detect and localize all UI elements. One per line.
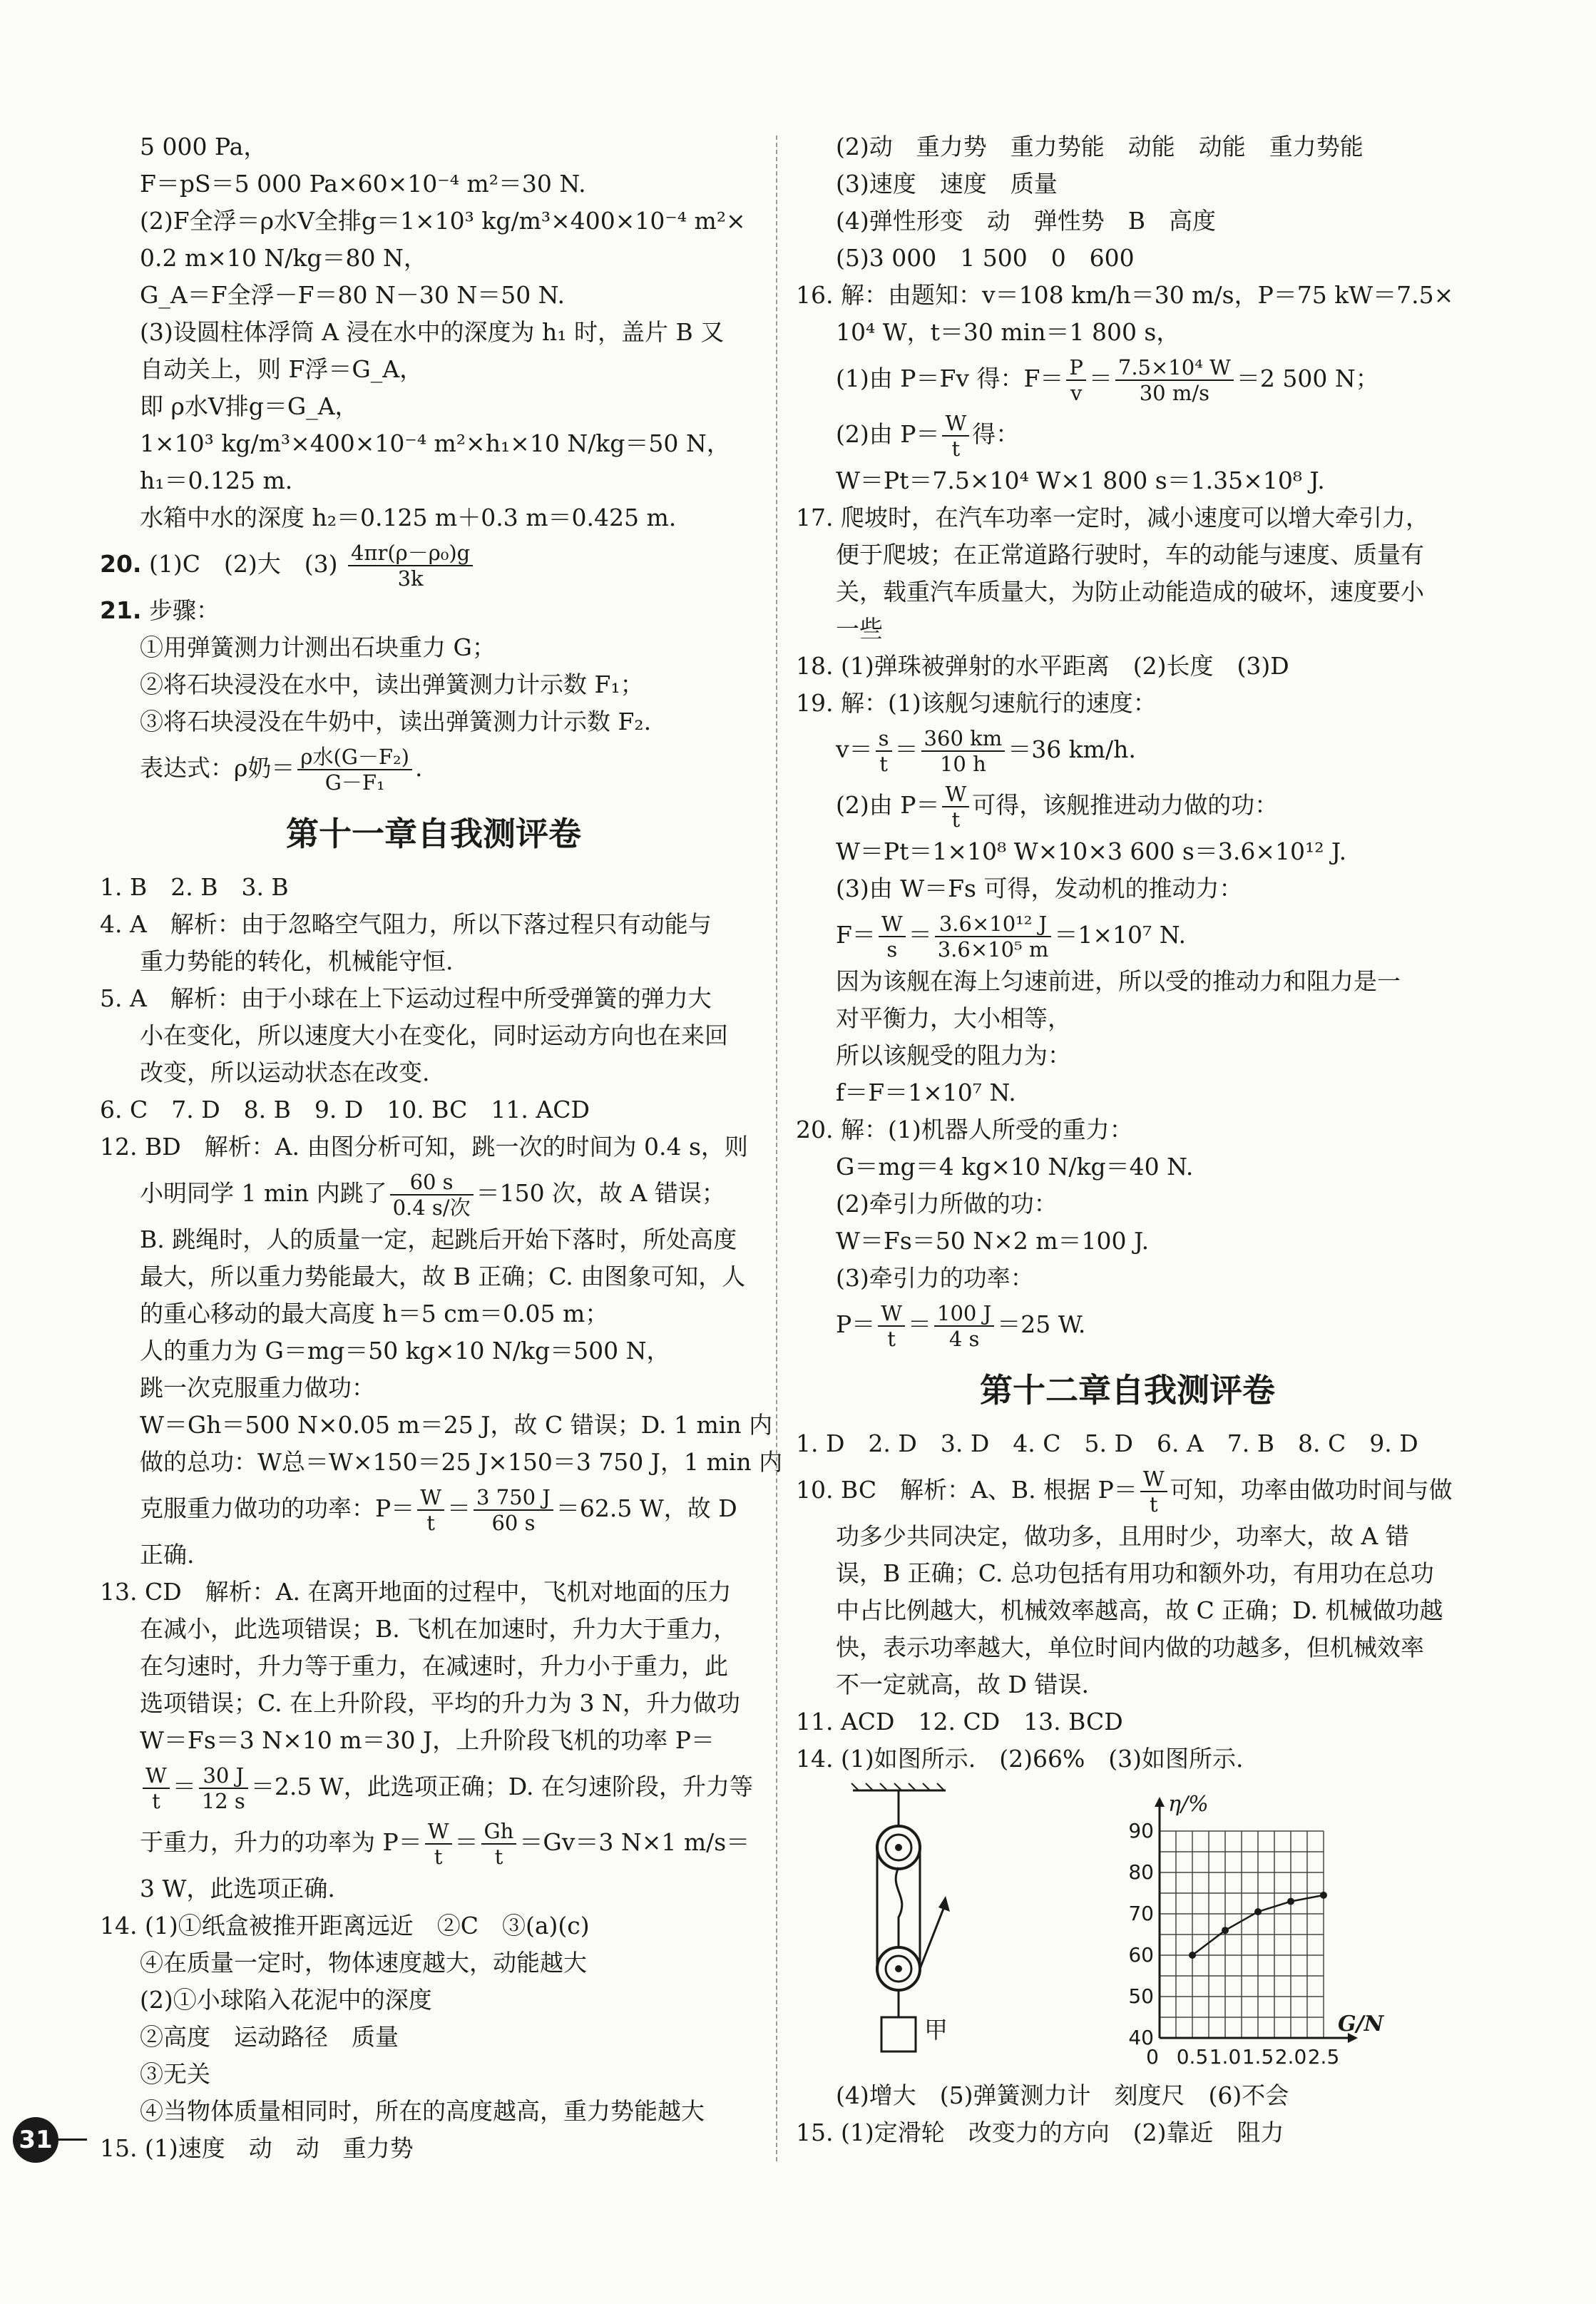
denominator: 10 h — [939, 752, 986, 776]
efficiency-chart — [1103, 1778, 1409, 2077]
text: v＝ — [836, 735, 873, 763]
text-line: 3 W，此选项正确. — [140, 1875, 335, 1902]
data-point — [1254, 1908, 1262, 1915]
pulley-diagram — [839, 1782, 981, 2067]
x-tick-label: 1.0 — [1209, 2045, 1242, 2069]
fraction — [425, 1819, 452, 1869]
text-line: G_A＝F全浮－F＝80 N－30 N＝50 N. — [140, 281, 565, 309]
text-line: 0.2 m×10 N/kg＝80 N， — [140, 244, 427, 272]
chapter-12-title: 第十二章自我测评卷 — [980, 1371, 1275, 1410]
numerator: 7.5×10⁴ W — [1115, 355, 1234, 381]
denominator: v — [1070, 381, 1083, 405]
text-line: 中占比例越大，机械效率越高，故 C 正确；D. 机械做功越 — [836, 1596, 1443, 1624]
text-line: F＝ $\frac{W}{s}$ ＝ $\frac{\text{3.6×10¹² J}}{\text{3.6×10⁵ m}}$ ＝1×10⁷ N. — [836, 912, 1187, 962]
fraction — [348, 541, 473, 591]
text: (2)由 P＝ — [836, 420, 940, 448]
text-line: 14. (1)如图所示. (2)66% (3)如图所示. — [796, 1745, 1244, 1773]
text: ＝Gv＝3 N×1 m/s＝ — [519, 1828, 750, 1856]
numerator: s — [876, 726, 892, 752]
numerator: 60 s — [390, 1170, 474, 1196]
text-line: 功多少共同决定，做功多，且用时少，功率大，故 A 错 — [836, 1522, 1409, 1550]
text-line — [796, 1462, 1459, 1518]
numerator: P — [1066, 355, 1086, 381]
denominator: 0.4 s/次 — [392, 1196, 471, 1220]
page-number-rule — [58, 2139, 87, 2141]
text: 得： — [972, 420, 1020, 448]
text-line: 16. 解：由题知：v＝108 km/h＝30 m/s，P＝75 kW＝7.5× — [796, 281, 1454, 309]
text: ＝62.5 W，故 D — [556, 1494, 737, 1522]
x-tick-label: 1.5 — [1242, 2045, 1274, 2069]
text-line: h₁＝0.125 m. — [140, 467, 293, 494]
denominator: t — [879, 752, 888, 776]
chapter-11-answers — [100, 869, 783, 2167]
text: ＝1×10⁷ N. — [1054, 921, 1187, 949]
fraction — [474, 1485, 553, 1535]
numerator: Gh — [481, 1819, 517, 1845]
denominator: t — [494, 1845, 503, 1869]
text-line: ①用弹簧测力计测出石块重力 G； — [140, 633, 496, 661]
numerator: 360 km — [921, 726, 1006, 752]
y-tick-label: 90 — [1128, 1819, 1154, 1842]
text-line: 1. D 2. D 3. D 4. C 5. D 6. A 7. B 8. C 9. D — [796, 1429, 1418, 1457]
denominator: 4 s — [948, 1327, 980, 1351]
text-line: ②将石块浸没在水中，读出弹簧测力计示数 F₁； — [140, 671, 644, 698]
text: ＝ — [447, 1494, 471, 1522]
right-column — [796, 128, 1459, 2151]
data-point — [1222, 1927, 1229, 1934]
text: 可得，该舰推进动力做的功： — [972, 791, 1279, 819]
text-line: ④当物体质量相同时，所在的高度越高，重力势能越大 — [140, 2097, 705, 2125]
text-line: 14. (1)①纸盒被推开距离远近 ②C ③(a)(c) — [100, 1912, 590, 1939]
pulley-label: 甲 — [924, 2016, 948, 2044]
denominator: G－F₁ — [324, 770, 385, 795]
numerator: 100 J — [934, 1301, 994, 1327]
text-line: 选项错误；C. 在上升阶段，平均的升力为 3 N，升力做功 — [140, 1689, 740, 1717]
text-line: 20. 解：(1)机器人所受的重力： — [796, 1116, 1133, 1143]
y-tick-label: 70 — [1128, 1902, 1154, 1925]
text-line: 不一定就高，故 D 错误. — [836, 1671, 1089, 1698]
answer-20 — [100, 536, 767, 592]
fraction — [942, 782, 969, 832]
numerator: W — [143, 1763, 170, 1789]
numerator: W — [1140, 1467, 1167, 1492]
y-tick-label: 40 — [1128, 2026, 1154, 2049]
text-line: 关，载重汽车质量大，为防止动能造成的破坏，速度要小 — [836, 578, 1424, 606]
x-tick-label: 0 — [1146, 2045, 1159, 2069]
text: 10. BC 解析：A、B. 根据 P＝ — [796, 1476, 1137, 1504]
fraction — [481, 1819, 517, 1869]
text-line: W＝Pt＝1×10⁸ W×10×3 600 s＝3.6×10¹² J. — [836, 837, 1347, 865]
fraction — [1140, 1467, 1167, 1517]
text: . — [415, 754, 423, 782]
text-line: 19. 解：(1)该舰匀速航行的速度： — [796, 689, 1157, 717]
text-line: 正确. — [140, 1541, 195, 1569]
text-line: 18. (1)弹珠被弹射的水平距离 (2)长度 (3)D — [796, 652, 1289, 680]
numerator: 4πr(ρ－ρ₀)g — [348, 541, 473, 566]
fraction — [921, 726, 1006, 776]
text-line: 于重力，升力的功率为 P＝ $\frac{W}{t}$ ＝ $\frac{Gh}{t}$ ＝Gv＝3 N×1 m/s＝ — [140, 1819, 750, 1869]
fraction — [1115, 355, 1234, 405]
denominator: 60 s — [491, 1511, 536, 1535]
x-tick-label: 2.5 — [1307, 2045, 1340, 2069]
left-column — [100, 128, 783, 2167]
text: 表达式：ρ奶＝ — [140, 754, 295, 782]
text-line: (2)动 重力势 重力势能 动能 动能 重力势能 — [836, 133, 1364, 160]
y-tick-label: 60 — [1128, 1943, 1154, 1967]
text: 步骤： — [148, 596, 220, 624]
denominator: t — [951, 807, 961, 832]
text: ＝36 km/h. — [1008, 735, 1136, 763]
text-line — [100, 1166, 767, 1221]
text-line: 所以该舰受的阻力为： — [836, 1041, 1071, 1069]
numerator: 3.6×10¹² J — [935, 912, 1052, 937]
text-line: 1. B 2. B 3. B — [100, 873, 289, 901]
x-tick-label: 0.5 — [1176, 2045, 1209, 2069]
numerator: 3 750 J — [474, 1485, 553, 1511]
text-line: (5)3 000 1 500 0 600 — [836, 244, 1135, 272]
fraction — [199, 1763, 248, 1813]
fraction — [878, 1301, 905, 1351]
denominator: t — [434, 1845, 443, 1869]
text-line: 15. (1)定滑轮 改变力的方向 (2)靠近 阻力 — [796, 2119, 1284, 2146]
fraction — [935, 912, 1052, 962]
data-point — [1287, 1898, 1294, 1905]
y-tick-label: 50 — [1128, 1984, 1154, 2008]
x-tick-label: 2.0 — [1274, 2045, 1307, 2069]
numerator: W — [942, 411, 969, 437]
text: ＝150 次，故 A 错误； — [476, 1179, 725, 1207]
text-line: 在减小，此选项错误；B. 飞机在加速时，升力大于重力， — [140, 1615, 737, 1643]
text-line: W＝Pt＝7.5×10⁴ W×1 800 s＝1.35×10⁸ J. — [836, 467, 1325, 494]
text-line: 对平衡力，大小相等， — [836, 1004, 1071, 1032]
text: (1)由 P＝Fv 得：F＝ — [836, 365, 1064, 392]
y-axis-arrow — [1155, 1797, 1165, 1807]
text-line: 快，表示功率越大，单位时间内做的功越多，但机械效率 — [836, 1633, 1424, 1661]
text-line: (3)由 W＝Fs 可得，发动机的推动力： — [836, 875, 1243, 902]
text-line: (2)①小球陷入花泥中的深度 — [140, 1986, 432, 2014]
text-line: (1)由 P＝Fv 得：F＝ $\frac{P}{v}$ ＝ $\frac{\text{7.5×10⁴ W}}{30 m/s}$ ＝2 500 N； — [836, 355, 1379, 405]
text-line: 在匀速时，升力等于重力，在减速时，升力小于重力，此 — [140, 1652, 728, 1680]
denominator: t — [426, 1511, 435, 1535]
numerator: W — [425, 1819, 452, 1845]
numerator: 30 J — [199, 1763, 248, 1789]
text-line: P＝ $\frac{W}{t}$ ＝ $\frac{100 J}{4 s}$ ＝25 W. — [836, 1301, 1086, 1351]
text-line: 6. C 7. D 8. B 9. D 10. BC 11. ACD — [100, 1096, 590, 1123]
denominator: t — [887, 1327, 896, 1351]
text-line: 即 ρ水V排g＝G_A， — [140, 392, 359, 420]
fraction — [143, 1763, 170, 1813]
text-line: W＝Gh＝500 N×0.05 m＝25 J，故 C 错误；D. 1 min 内 — [140, 1411, 773, 1439]
text-line: 5. A 解析：由于小球在上下运动过程中所受弹簧的弹力大 — [100, 984, 712, 1012]
text-line: 重力势能的转化，机械能守恒. — [140, 947, 454, 975]
text-line: W＝Fs＝50 N×2 m＝100 J. — [836, 1227, 1150, 1255]
chapter-11-title: 第十一章自我测评卷 — [286, 815, 581, 853]
text-line: 11. ACD 12. CD 13. BCD — [796, 1708, 1123, 1735]
text-line: 因为该舰在海上匀速前进，所以受的推动力和阻力是一 — [836, 967, 1401, 995]
text: (2)由 P＝ — [836, 791, 940, 819]
text-line: ③无关 — [140, 2060, 210, 2088]
text-line: (3)速度 速度 质量 — [836, 170, 1058, 198]
page-number: 31 — [13, 2117, 58, 2163]
text-line — [100, 1481, 767, 1536]
text: 克服重力做功的功率：P＝ — [140, 1494, 415, 1522]
fraction — [934, 1301, 994, 1351]
text-line: 17. 爬坡时，在汽车功率一定时，减小速度可以增大牵引力， — [796, 504, 1429, 531]
text-line: f＝F＝1×10⁷ N. — [836, 1079, 1016, 1106]
text-line: 12. BD 解析：A. 由图分析可知，跳一次的时间为 0.4 s，则 — [100, 1133, 748, 1161]
x-axis-label: G/N — [1338, 2012, 1383, 2037]
denominator: t — [951, 437, 961, 461]
fraction — [942, 411, 969, 461]
y-tick-label: 80 — [1128, 1860, 1154, 1884]
text-line: 人的重力为 G＝mg＝50 kg×10 N/kg＝500 N， — [140, 1337, 670, 1365]
text-line: B. 跳绳时，人的质量一定，起跳后开始下落时，所处高度 — [140, 1225, 737, 1253]
text-line: ④在质量一定时，物体速度越大，动能越大 — [140, 1949, 587, 1977]
text-line — [796, 407, 1459, 462]
text-line: 一些 — [836, 615, 883, 643]
text-line: ③将石块浸没在牛奶中，读出弹簧测力计示数 F₂. — [140, 708, 652, 735]
text: 于重力，升力的功率为 P＝ — [140, 1828, 422, 1856]
denominator: 30 m/s — [1139, 381, 1210, 405]
numerator: W — [942, 782, 969, 807]
fraction — [390, 1170, 474, 1220]
text-line: 误，B 正确；C. 总功包括有用功和额外功，有用功在总功 — [836, 1559, 1434, 1587]
text-line: G＝mg＝4 kg×10 N/kg＝40 N. — [836, 1153, 1194, 1181]
text-line: (3)牵引力的功率： — [836, 1264, 1034, 1292]
text-line: W＝Fs＝3 N×10 m＝30 J，上升阶段飞机的功率 P＝ — [140, 1726, 715, 1754]
text-line: 5 000 Pa， — [140, 133, 267, 160]
numerator: W — [878, 1301, 905, 1327]
text-line: 13. CD 解析：A. 在离开地面的过程中，飞机对地面的压力 — [100, 1578, 732, 1606]
text-line: 4. A 解析：由于忽略空气阻力，所以下落过程只有动能与 — [100, 910, 712, 938]
text-line: (2)牵引力所做的功： — [836, 1190, 1058, 1218]
text-line: ②高度 运动路径 质量 — [140, 2023, 399, 2051]
text: F＝ — [836, 921, 876, 949]
denominator: 3.6×10⁵ m — [937, 937, 1049, 962]
text-line: 15. (1)速度 动 动 重力势 — [100, 2134, 414, 2162]
text: (1)C (2)大 (3) — [148, 550, 338, 578]
text-line: (4)弹性形变 动 弹性势 B 高度 — [836, 207, 1216, 235]
fraction — [879, 912, 906, 962]
denominator: 3k — [397, 566, 424, 591]
text: ＝2.5 W，此选项正确；D. 在匀速阶段，升力等 — [250, 1773, 753, 1800]
numerator: ρ水(G－F₂) — [297, 745, 412, 770]
denominator: s — [886, 937, 898, 962]
text-line: 的重心移动的最大高度 h＝5 cm＝0.05 m； — [140, 1300, 609, 1327]
text-line: 1×10³ kg/m³×400×10⁻⁴ m²×h₁×10 N/kg＝50 N， — [140, 429, 730, 457]
question-number: 20. — [100, 550, 142, 578]
fraction — [1066, 355, 1086, 405]
text-line: 做的总功：W总＝W×150＝25 J×150＝3 750 J，1 min 内 — [140, 1448, 783, 1476]
fraction — [417, 1485, 444, 1535]
denominator: t — [1149, 1492, 1158, 1517]
text-line: $\frac{W}{t}$ ＝ $\frac{30 J}{12 s}$ ＝2.5 W，此选项正确；D. 在匀速阶段，升力等 — [100, 1759, 767, 1815]
text-line: F＝pS＝5 000 Pa×60×10⁻⁴ m²＝30 N. — [140, 170, 586, 198]
text-line: 10⁴ W，t＝30 min＝1 800 s， — [836, 318, 1180, 346]
text: P＝ — [836, 1310, 876, 1338]
numerator: W — [417, 1485, 444, 1511]
data-point — [1189, 1952, 1196, 1959]
denominator: t — [152, 1789, 160, 1813]
fraction — [876, 726, 892, 776]
text: 小明同学 1 min 内跳了 — [140, 1179, 387, 1207]
text-line: (3)设圆柱体浮筒 A 浸在水中的深度为 h₁ 时，盖片 B 又 — [140, 318, 725, 346]
denominator: 12 s — [201, 1789, 245, 1813]
text: 可知，功率由做功时间与做 — [1170, 1476, 1453, 1504]
numerator: W — [879, 912, 906, 937]
text-line: (2)F全浮＝ρ水V全排g＝1×10³ kg/m³×400×10⁻⁴ m²× — [140, 207, 746, 235]
text-line: v＝ $\frac{s}{t}$ ＝ $\frac{360 km}{10 h}$ ＝36 km/h. — [836, 726, 1136, 776]
answer-21 — [100, 592, 767, 629]
text: ＝25 W. — [997, 1310, 1086, 1338]
data-point — [1320, 1892, 1327, 1899]
text-line: 自动关上，则 F浮＝G_A， — [140, 355, 424, 383]
figures — [796, 1778, 1459, 2077]
question-number: 21. — [100, 596, 142, 624]
text-line — [796, 778, 1459, 833]
column-divider — [776, 136, 777, 2161]
text-line: 水箱中水的深度 h₂＝0.125 m＋0.3 m＝0.425 m. — [140, 504, 677, 531]
expression-line — [140, 740, 767, 796]
text-line: 最大，所以重力势能最大，故 B 正确；C. 由图象可知，人 — [140, 1263, 746, 1290]
text-line: 便于爬坡；在正常道路行驶时，车的动能与速度、质量有 — [836, 541, 1424, 569]
y-axis-label: η/% — [1168, 1792, 1209, 1817]
text-line: (4)增大 (5)弹簧测力计 刻度尺 (6)不会 — [836, 2081, 1289, 2109]
text-line: 跳一次克服重力做功： — [140, 1374, 375, 1402]
text-line: 小在变化，所以速度大小在变化，同时运动方向也在来回 — [140, 1021, 728, 1049]
text: ＝2 500 N； — [1236, 365, 1379, 392]
fraction — [297, 745, 412, 795]
text-line: 改变，所以运动状态在改变. — [140, 1059, 430, 1086]
